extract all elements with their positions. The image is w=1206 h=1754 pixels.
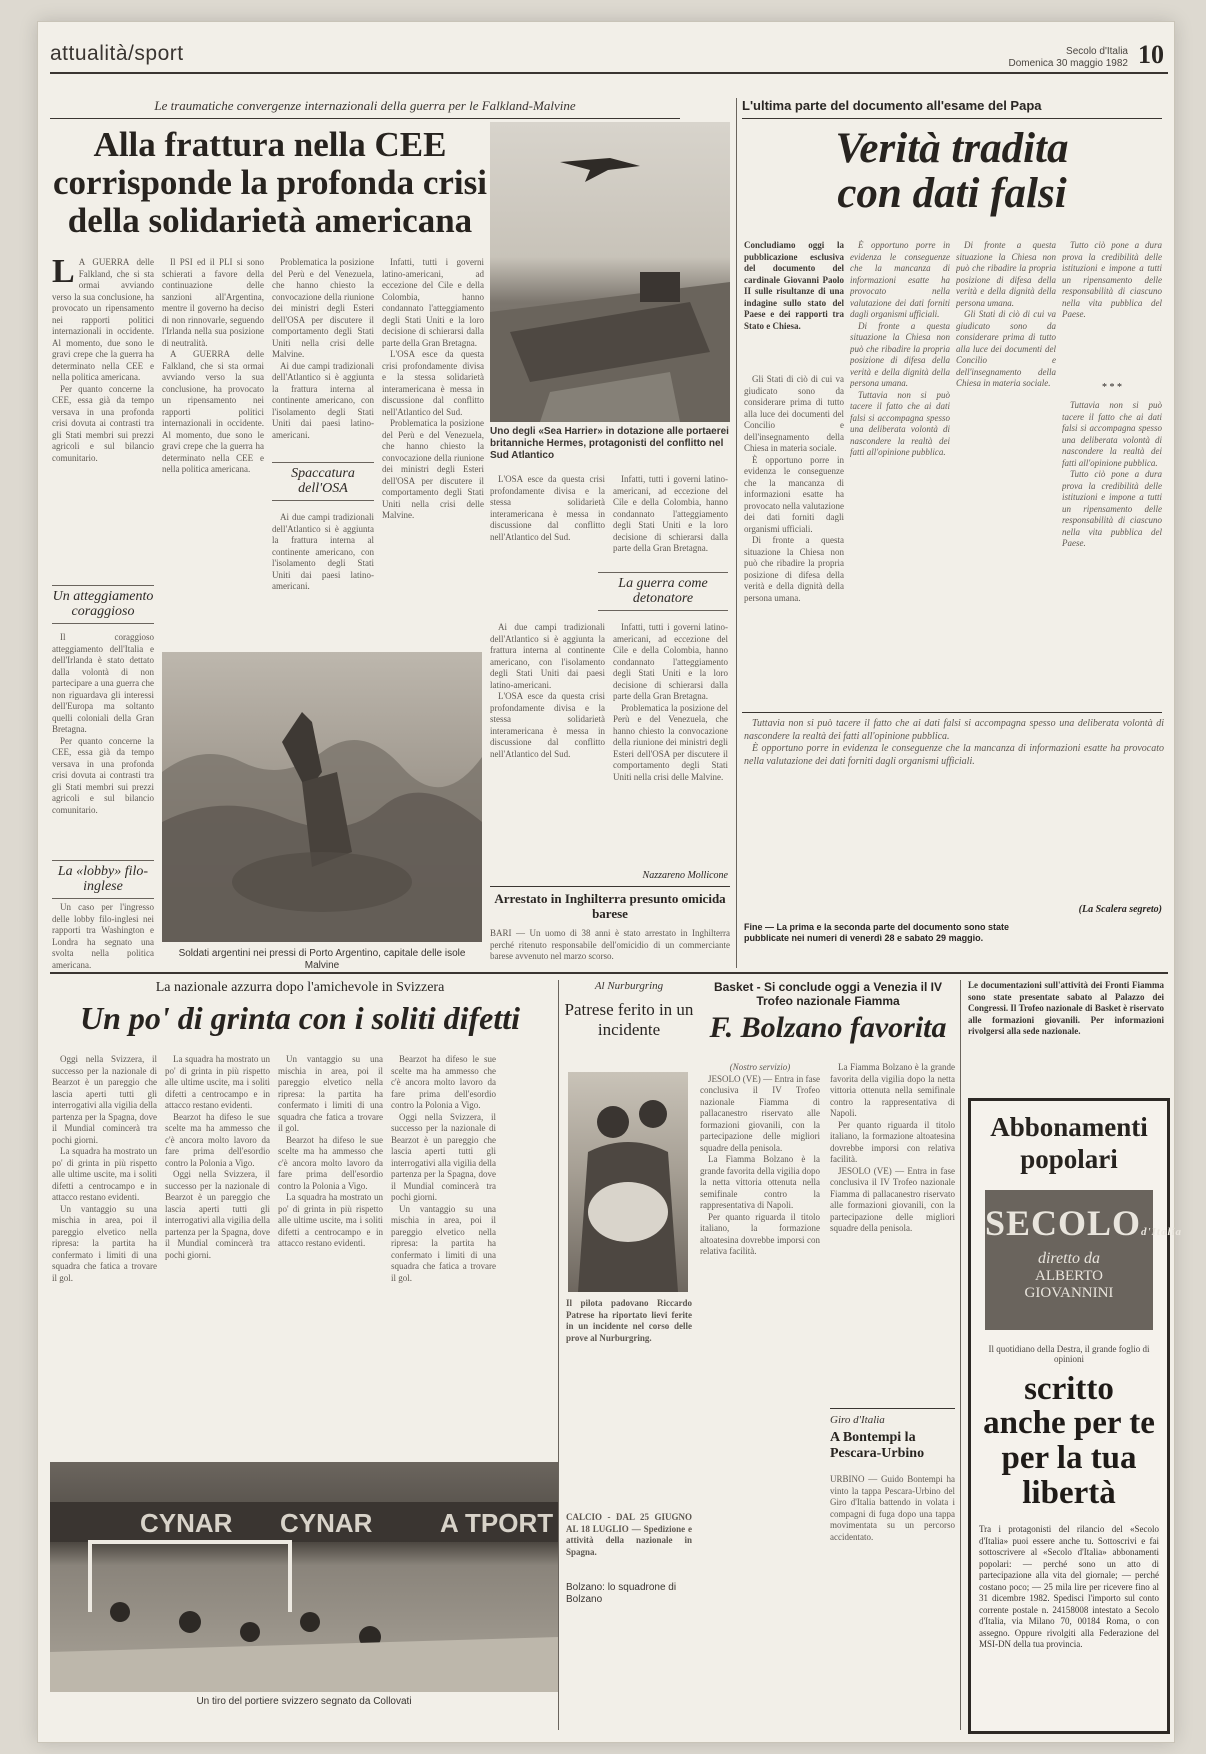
- cee-text-8c: Infatti, tutti i governi latino-americani, ad eccezione del Cile e della Colombia, hanno condannato l'atteggiamento degli Stati Uniti e la loro decisione di schierarsi dalla parte della Gran Bretagna.: [613, 622, 728, 701]
- patrese-kicker: Al Nurburgring: [594, 980, 664, 992]
- ad-title: Abbonamenti popolari: [990, 1112, 1148, 1175]
- papa-headline-line1: Verità tradita: [835, 125, 1069, 172]
- ad-logo-sub: d'Italia: [1141, 1225, 1183, 1238]
- ad-slogan: scritto anche per te per la tua libertà: [983, 1370, 1155, 1511]
- cee-text-9: L'OSA esce da questa crisi profondamente divisa e la stessa solidarietà interamericana è messa in discussione dal conflitto nell'Atlantico del Sud.: [382, 349, 484, 417]
- cee-column-4: [382, 257, 484, 642]
- header-rule: [50, 72, 1168, 74]
- cee-text-3: Il PSI ed il PLI si sono schierati a favore della continuazione delle sanzioni all'Argentina, mentre il governo ha deciso di non rinnovarle, seguendo l'Irlanda nella sua posizione di neutralità.: [162, 257, 264, 348]
- naz-text-2: La squadra ha mostrato un po' di grinta in più rispetto alle ultime uscite, ma i soliti difetti a centrocampo e in attacco restano evidenti.: [52, 1146, 157, 1202]
- divider-patrese: [558, 980, 559, 1730]
- papa-text-5b: Tuttavia non si può tacere il fatto che ai dati falsi si accompagna spesso una deliberata volontà di nascondere la realtà dei fatti all'opinione pubblica.: [1062, 400, 1162, 468]
- cee-text-8: Infatti, tutti i governi latino-americani, ad eccezione del Cile e della Colombia, hanno condannato l'atteggiamento degli Stati Uniti e la loro decisione di schierarsi dalla parte della Gran Bretagna.: [382, 257, 484, 348]
- basket-headline: F. Bolzano favorita: [709, 1011, 947, 1044]
- cee-column-1b: [52, 632, 154, 852]
- papa-column-4b: [1062, 400, 1162, 700]
- paper-name: Secolo d'Italia: [1066, 46, 1128, 57]
- naz-text-1: Oggi nella Svizzera, il successo per la nazionale di Bearzot è un pareggio che lascia aperti tutti gli interrogativi alla vigilia della partenza per la Spagna, dove il Mundial comincerà tra pochi giorni.: [52, 1054, 157, 1145]
- harrier-photo-art: [490, 122, 730, 422]
- cee-headline-line2: corrisponde la profonda crisi: [53, 162, 487, 202]
- masthead-info: [968, 46, 1128, 70]
- patrese-body-2: CALCIO - DAL 25 GIUGNO AL 18 LUGLIO — Spedizione e attività della nazionale in Spagna.: [566, 1512, 692, 1557]
- papa-text-2b: È opportuno porre in evidenza le conseguenze che la mancanza di informazioni esatte ha provocato nella valutazione dei dati forniti dagli organismi ufficiali.: [850, 240, 950, 319]
- papa-text-2: È opportuno porre in evidenza le conseguenze che la mancanza di informazioni esatte ha provocato nella valutazione dei dati forniti dagli organismi ufficiali.: [744, 454, 844, 534]
- cee-text-4: Il coraggioso atteggiamento dell'Italia e dell'Irlanda è stato dettato dalla volontà di non partecipare a una guerra che non riguardava gli interessi dell'Europa ma soltanto quelli coloniali della Gran Bretagna.: [52, 632, 154, 734]
- football-photo: [50, 1462, 558, 1692]
- cee-text-7c: Ai due campi tradizionali dell'Atlantico si è aggiunta la frattura interna al continente americano, con l'isolamento degli Stati Uniti dai paesi latino-americani.: [490, 622, 605, 690]
- banner-text-1: CYNAR: [140, 1508, 233, 1538]
- giro-body: URBINO — Guido Bontempi ha vinto la tappa Pescara-Urbino del Giro d'Italia battendo in volata i compagni di fuga dopo una tappa movimentata su un percorso accidentato.: [830, 1474, 955, 1542]
- papa-kicker: L'ultima parte del documento all'esame del Papa: [742, 98, 1042, 113]
- naz-text-3b: Un vantaggio su una mischia in area, poi il pareggio elvetico nella ripresa: la partita ha confermato i limiti di una squadra che fatica a trovare il gol.: [278, 1054, 383, 1133]
- subscription-ad: [968, 1098, 1183, 1734]
- ad-logo-line-3: GIOVANNINI: [1024, 1284, 1114, 1301]
- naz-text-4c: Bearzot ha difeso le sue scelte ma ha ammesso che c'è ancora molto lavoro da fare prima dell'esordio contro la Polonia a Vigo.: [391, 1054, 496, 1110]
- papa-text-1: Gli Stati di ciò di cui va giudicato sono da considerare prima di tutto alla luce dei documenti del Concilio e dell'insegnamento della Chiesa in materia sociale.: [744, 374, 844, 453]
- arrest-body: BARI — Un uomo di 38 anni è stato arrestato in Inghilterra perché ritenuto responsabile dell'omicidio di un commerciante barese avvenuto nel marzo scorso.: [490, 928, 730, 961]
- cee-text-6c: Problematica la posizione del Perù e del Venezuela, che hanno chiesto la convocazione della riunione dei ministri degli Esteri dell'OSA per discutere il comportamento degli Stati Uniti nella crisi delle Malvine.: [613, 702, 728, 782]
- nazionale-column-2: [165, 1054, 270, 1454]
- cee-text-9b: L'OSA esce da questa crisi profondamente divisa e la stessa solidarietà interamericana è messa in discussione dal conflitto nell'Atlantico del Sud.: [490, 474, 605, 542]
- papa-text-1b: Gli Stati di ciò di cui va giudicato sono da considerare prima di tutto alla luce dei documenti del Concilio e dell'insegnamento della Chiesa in materia sociale.: [956, 309, 1056, 388]
- cee-text-3b: A GUERRA delle Falkland, che si sta ormai avviando verso la sua conclusione, ha provocato un ripensamento nei rapporti politici internazionali in occidente. Al momento, due sono le gravi crepe che la guerra ha determinato nella CEE e nella politica americana.: [162, 349, 264, 474]
- papa-note: Fine — La prima e la seconda parte del documento sono state pubblicate nei numeri di venerdì 28 e sabato 29 maggio.: [744, 922, 1010, 943]
- papa-headline-line2: con dati falsi: [837, 170, 1067, 218]
- basket-text-2b: La Fiamma Bolzano è la grande favorita della vigilia dopo la netta vittoria ottenuta nella semifinale contro la rappresentativa di Napoli.: [830, 1062, 955, 1118]
- cee-drop-cap: L: [52, 257, 75, 290]
- cee-column-3b: [272, 512, 374, 642]
- section-label: attualità/sport: [50, 42, 184, 65]
- papa-signature: (La Scalera segreto): [1078, 904, 1162, 915]
- papa-headline: [742, 126, 1162, 216]
- naz-text-1c: Oggi nella Svizzera, il successo per la nazionale di Bearzot è un pareggio che lascia aperti tutti gli interrogativi alla vigilia della partenza per la Spagna, dove il Mundial comincerà tra pochi giorni.: [391, 1111, 496, 1202]
- basket-text-2: La Fiamma Bolzano è la grande favorita della vigilia dopo la netta vittoria ottenuta nella semifinale contro la rappresentativa di Napoli.: [700, 1154, 820, 1210]
- cee-text-2: Per quanto concerne la CEE, essa già da tempo versava in una profonda crisi dovuta ai contrasti tra gli Stati membri sui prezzi agricoli e sul bilancio comunitario.: [52, 383, 154, 463]
- cee-text-8b: Infatti, tutti i governi latino-americani, ad eccezione del Cile e della Colombia, hanno condannato l'atteggiamento degli Stati Uniti e la loro decisione di schierarsi dalla parte della Gran Bretagna.: [613, 474, 728, 553]
- cee-text-5: Un caso per l'ingresso delle lobby filo-inglesi nei rapporti tra Washington e Londra ha segnato una svolta nella politica americana.: [52, 902, 154, 970]
- patrese-body-1: Il pilota padovano Riccardo Patrese ha riportato lievi ferite in un incidente nel corso delle prove al Nurburgring.: [566, 1298, 692, 1343]
- papa-text-3: Di fronte a questa situazione la Chiesa non può che ribadire la propria posizione di difesa della verità e della dignità della persona umana.: [744, 535, 844, 603]
- giro-headline: A Bontempi la Pescara-Urbino: [830, 1430, 925, 1461]
- football-caption: Un tiro del portiere svizzero segnato da Collovati: [196, 1696, 412, 1707]
- naz-text-2b: La squadra ha mostrato un po' di grinta in più rispetto alle ultime uscite, ma i soliti difetti a centrocampo e in attacco restano evidenti.: [165, 1054, 270, 1110]
- papa-text-5: Tuttavia non si può tacere il fatto che ai dati falsi si accompagna spesso una deliberata volontà di nascondere la realtà dei fatti all'opinione pubblica.: [850, 389, 950, 457]
- cee-subhead-lobby: La «lobby» filo-inglese: [52, 860, 154, 899]
- football-photo-art: [50, 1462, 558, 1692]
- basket-photo-art: [568, 1072, 688, 1292]
- cee-column-5: [490, 474, 605, 574]
- nazionale-column-4: [391, 1054, 496, 1454]
- cee-subhead-osa: Spaccatura dell'OSA: [272, 462, 374, 501]
- soldiers-caption: Soldati argentini nei pressi di Porto Argentino, capitale delle isole Malvine: [178, 948, 466, 971]
- page-number: 10: [1138, 40, 1164, 69]
- basket-caption: Bolzano: lo squadrone di Bolzano: [566, 1582, 677, 1605]
- soldiers-photo: [162, 652, 482, 942]
- patrese-headline: Patrese ferito in un incidente: [564, 1000, 694, 1039]
- banner-text-3: A TPORT: [440, 1508, 554, 1538]
- cee-text-6b: Problematica la posizione del Perù e del Venezuela, che hanno chiesto la convocazione della riunione dei ministri degli Esteri dell'OSA per discutere il comportamento degli Stati Uniti nella crisi delle Malvine.: [382, 418, 484, 520]
- cee-column-8: [613, 622, 728, 862]
- cee-byline: Nazzareno Mollicone: [642, 870, 728, 881]
- cee-headline: [50, 126, 490, 239]
- basket-column-2: [830, 1062, 955, 1402]
- papa-text-4b: Tutto ciò pone a dura prova la credibilità delle istituzioni e impone a tutti un ripensamento delle responsabilità di ciascuno nella vita pubblica del Paese.: [1062, 469, 1162, 548]
- ad-logo-block: [985, 1190, 1183, 1330]
- newspaper-page: [38, 22, 1183, 1742]
- cee-text-6: Problematica la posizione del Perù e del Venezuela, che hanno chiesto la convocazione della riunione dei ministri degli Esteri dell'OSA per discutere il comportamento degli Stati Uniti nella crisi delle Malvine.: [272, 257, 374, 359]
- banner-text-2: CYNAR: [280, 1508, 373, 1538]
- papa-mid-rule: [742, 712, 1162, 713]
- cee-column-6: [613, 474, 728, 574]
- nazionale-column-3: [278, 1054, 383, 1454]
- basket-text-3b: Per quanto riguarda il titolo italiano, la formazione altoatesina dovrebbe imporsi con relativa facilità.: [830, 1119, 955, 1164]
- basket-column-1: [700, 1062, 820, 1712]
- cee-text-1: A GUERRA delle Falkland, che si sta ormai avviando verso la sua conclusione, ha provocato un ripensamento nei rapporti politici internazionali in occidente. Al momento, due sono le gravi crepe che la guerra ha determinato nella CEE e nella politica americana.: [52, 257, 154, 382]
- cee-kicker-rule: [50, 118, 680, 119]
- cee-headline-line3: della solidarietà americana: [67, 200, 473, 240]
- basket-photo: [568, 1072, 688, 1292]
- cee-subhead-coraggioso: Un atteggiamento coraggioso: [52, 585, 154, 624]
- soldiers-photo-art: [162, 652, 482, 942]
- cee-text-9c: L'OSA esce da questa crisi profondamente divisa e la stessa solidarietà interamericana è messa in discussione dal conflitto nell'Atlantico del Sud.: [490, 691, 605, 759]
- naz-text-3: Un vantaggio su una mischia in area, poi il pareggio elvetico nella ripresa: la partita ha confermato i limiti di una squadra che fatica a trovare il gol.: [52, 1203, 157, 1283]
- basket-dateline: (Nostro servizio): [729, 1062, 791, 1072]
- papa-text-5c: Tuttavia non si può tacere il fatto che ai dati falsi si accompagna spesso una deliberata volontà di nascondere la realtà dei fatti all'opinione pubblica.: [744, 718, 1164, 742]
- basket-text-3: Per quanto riguarda il titolo italiano, la formazione altoatesina dovrebbe imporsi con relativa facilità.: [700, 1211, 820, 1256]
- divider-papa: [736, 98, 737, 968]
- papa-column-3: [956, 240, 1056, 660]
- cee-text-2b: Per quanto concerne la CEE, essa già da tempo versava in una profonda crisi dovuta ai contrasti tra gli Stati membri sui prezzi agricoli e sul bilancio comunitario.: [52, 735, 154, 815]
- nazionale-column-1: [52, 1054, 157, 1454]
- arrest-headline: Arrestato in Inghilterra presunto omicida barese: [494, 891, 726, 921]
- papa-text-4: Tutto ciò pone a dura prova la credibilità delle istituzioni e impone a tutti un ripensamento delle responsabilità di ciascuno nella vita pubblica del Paese.: [1062, 240, 1162, 319]
- middle-rule: [50, 972, 1168, 974]
- naz-text-2c: La squadra ha mostrato un po' di grinta in più rispetto alle ultime uscite, ma i soliti difetti a centrocampo e in attacco restano evidenti.: [278, 1192, 383, 1248]
- giro-rule: [830, 1408, 955, 1409]
- papa-separator: * * *: [1102, 382, 1122, 393]
- papa-column-2: [850, 240, 950, 770]
- ad-body: Tra i protagonisti del rilancio del «Secolo d'Italia» puoi essere anche tu. Sottoscrivi e fai sottoscrivere al «Secolo d'Italia» abbonamenti popolari: — perché sono un atto di partecipazione alla vita del giornale; — perché costano poco; — 25 mila lire per ricevere fino al 31 dicembre 1982. Spedisci l'importo sul conto corrente postale n. 24158008 intestato a Secolo d'Italia, via Milano 70, 00184 Roma, o con assegno. Oppure rivolgiti alla Federazione del MSI-DN della tua provincia.: [979, 1524, 1159, 1650]
- cee-text-7b: Ai due campi tradizionali dell'Atlantico si è aggiunta la frattura interna al continente americano, con l'isolamento degli Stati Uniti dai paesi latino-americani.: [272, 512, 374, 591]
- harrier-caption: Uno degli «Sea Harrier» in dotazione alle portaerei britanniche Hermes, protagonisti del conflitto nel Sud Atlantico: [490, 426, 729, 461]
- harrier-photo: [490, 122, 730, 422]
- papa-column-4: [1062, 240, 1162, 380]
- ad-logo-line-2: ALBERTO: [1035, 1267, 1103, 1284]
- nazionale-headline: Un po' di grinta con i soliti difetti: [79, 1000, 521, 1036]
- cee-text-7: Ai due campi tradizionali dell'Atlantico si è aggiunta la frattura interna al continente americano, con l'isolamento degli Stati Uniti dai paesi latino-americani.: [272, 360, 374, 440]
- cee-column-1c: [52, 902, 154, 972]
- giro-kicker: Giro d'Italia: [830, 1414, 885, 1426]
- naz-text-3c: Un vantaggio su una mischia in area, poi il pareggio elvetico nella ripresa: la partita ha confermato i limiti di una squadra che fatica a trovare il gol.: [391, 1203, 496, 1283]
- cee-headline-line1: Alla frattura nella CEE: [93, 125, 447, 164]
- papa-column-1: [744, 374, 844, 774]
- divider-ad: [960, 980, 961, 1730]
- papa-kicker-rule: [742, 118, 1162, 119]
- ad-logo-text: SECOLO: [985, 1202, 1142, 1243]
- naz-text-4b: Bearzot ha difeso le sue scelte ma ha ammesso che c'è ancora molto lavoro da fare prima dell'esordio contro la Polonia a Vigo.: [278, 1134, 383, 1191]
- cee-subhead-detonatore: La guerra come detonatore: [598, 572, 728, 611]
- papa-lead: Concludiamo oggi la pubblicazione esclusiva del documento del cardinale Giovanni Paolo II sulle risultanze di una indagine sullo stato del Paese e dei rapporti tra Stato e Chiesa.: [744, 240, 844, 331]
- nazionale-kicker: La nazionale azzurra dopo l'amichevole in Svizzera: [155, 980, 445, 995]
- papa-bottom-text: [744, 718, 1164, 898]
- basket-text-1: JESOLO (VE) — Entra in fase conclusiva il IV Trofeo nazionale Fiamma di pallacanestro riservato alle formazioni giovanili, con la partecipazione delle migliori squadre della penisola.: [700, 1073, 820, 1153]
- papa-text-3c: Di fronte a questa situazione la Chiesa non può che ribadire la propria posizione di difesa della verità e della dignità della persona umana.: [956, 240, 1056, 308]
- basket-text-1b: JESOLO (VE) — Entra in fase conclusiva il IV Trofeo nazionale Fiamma di pallacanestro riservato alle formazioni giovanili, con la partecipazione delle migliori squadre della penisola.: [830, 1165, 955, 1233]
- papa-text-2c: È opportuno porre in evidenza le conseguenze che la mancanza di informazioni esatte ha provocato nella valutazione dei dati forniti dagli organismi ufficiali.: [744, 743, 1164, 767]
- cee-kicker: Le traumatiche convergenze internazionali della guerra per le Falkland-Malvine: [154, 98, 576, 113]
- cee-column-1: [52, 257, 154, 577]
- naz-text-4: Bearzot ha difeso le sue scelte ma ha ammesso che c'è ancora molto lavoro da fare prima dell'esordio contro la Polonia a Vigo.: [165, 1111, 270, 1168]
- cee-column-7: [490, 622, 605, 882]
- fiamma-box: Le documentazioni sull'attività dei Fronti Fiamma sono state presentate sabato al Palazzo dei Congressi. Il Trofeo nazionale di Basket è riservato alle formazioni giovanili. Per informazioni rivolgersi alla sede nazionale.: [968, 980, 1164, 1036]
- naz-text-1b: Oggi nella Svizzera, il successo per la nazionale di Bearzot è un pareggio che lascia aperti tutti gli interrogativi alla vigilia della partenza per la Spagna, dove il Mundial comincerà tra pochi giorni.: [165, 1169, 270, 1260]
- cee-column-3: [272, 257, 374, 457]
- ad-small-text: Il quotidiano della Destra, il grande foglio di opinioni: [988, 1343, 1150, 1364]
- basket-kicker: Basket - Si conclude oggi a Venezia il IV Trofeo nazionale Fiamma: [713, 980, 943, 1009]
- cee-column-2: [162, 257, 264, 577]
- ad-logo-line-1: diretto da: [1037, 1249, 1101, 1267]
- arrest-rule: [490, 886, 730, 887]
- ad-logo: [985, 1190, 1183, 1244]
- papa-text-3b: Di fronte a questa situazione la Chiesa non può che ribadire la propria posizione di difesa della verità e della dignità della persona umana.: [850, 320, 950, 388]
- issue-date: Domenica 30 maggio 1982: [1008, 58, 1128, 69]
